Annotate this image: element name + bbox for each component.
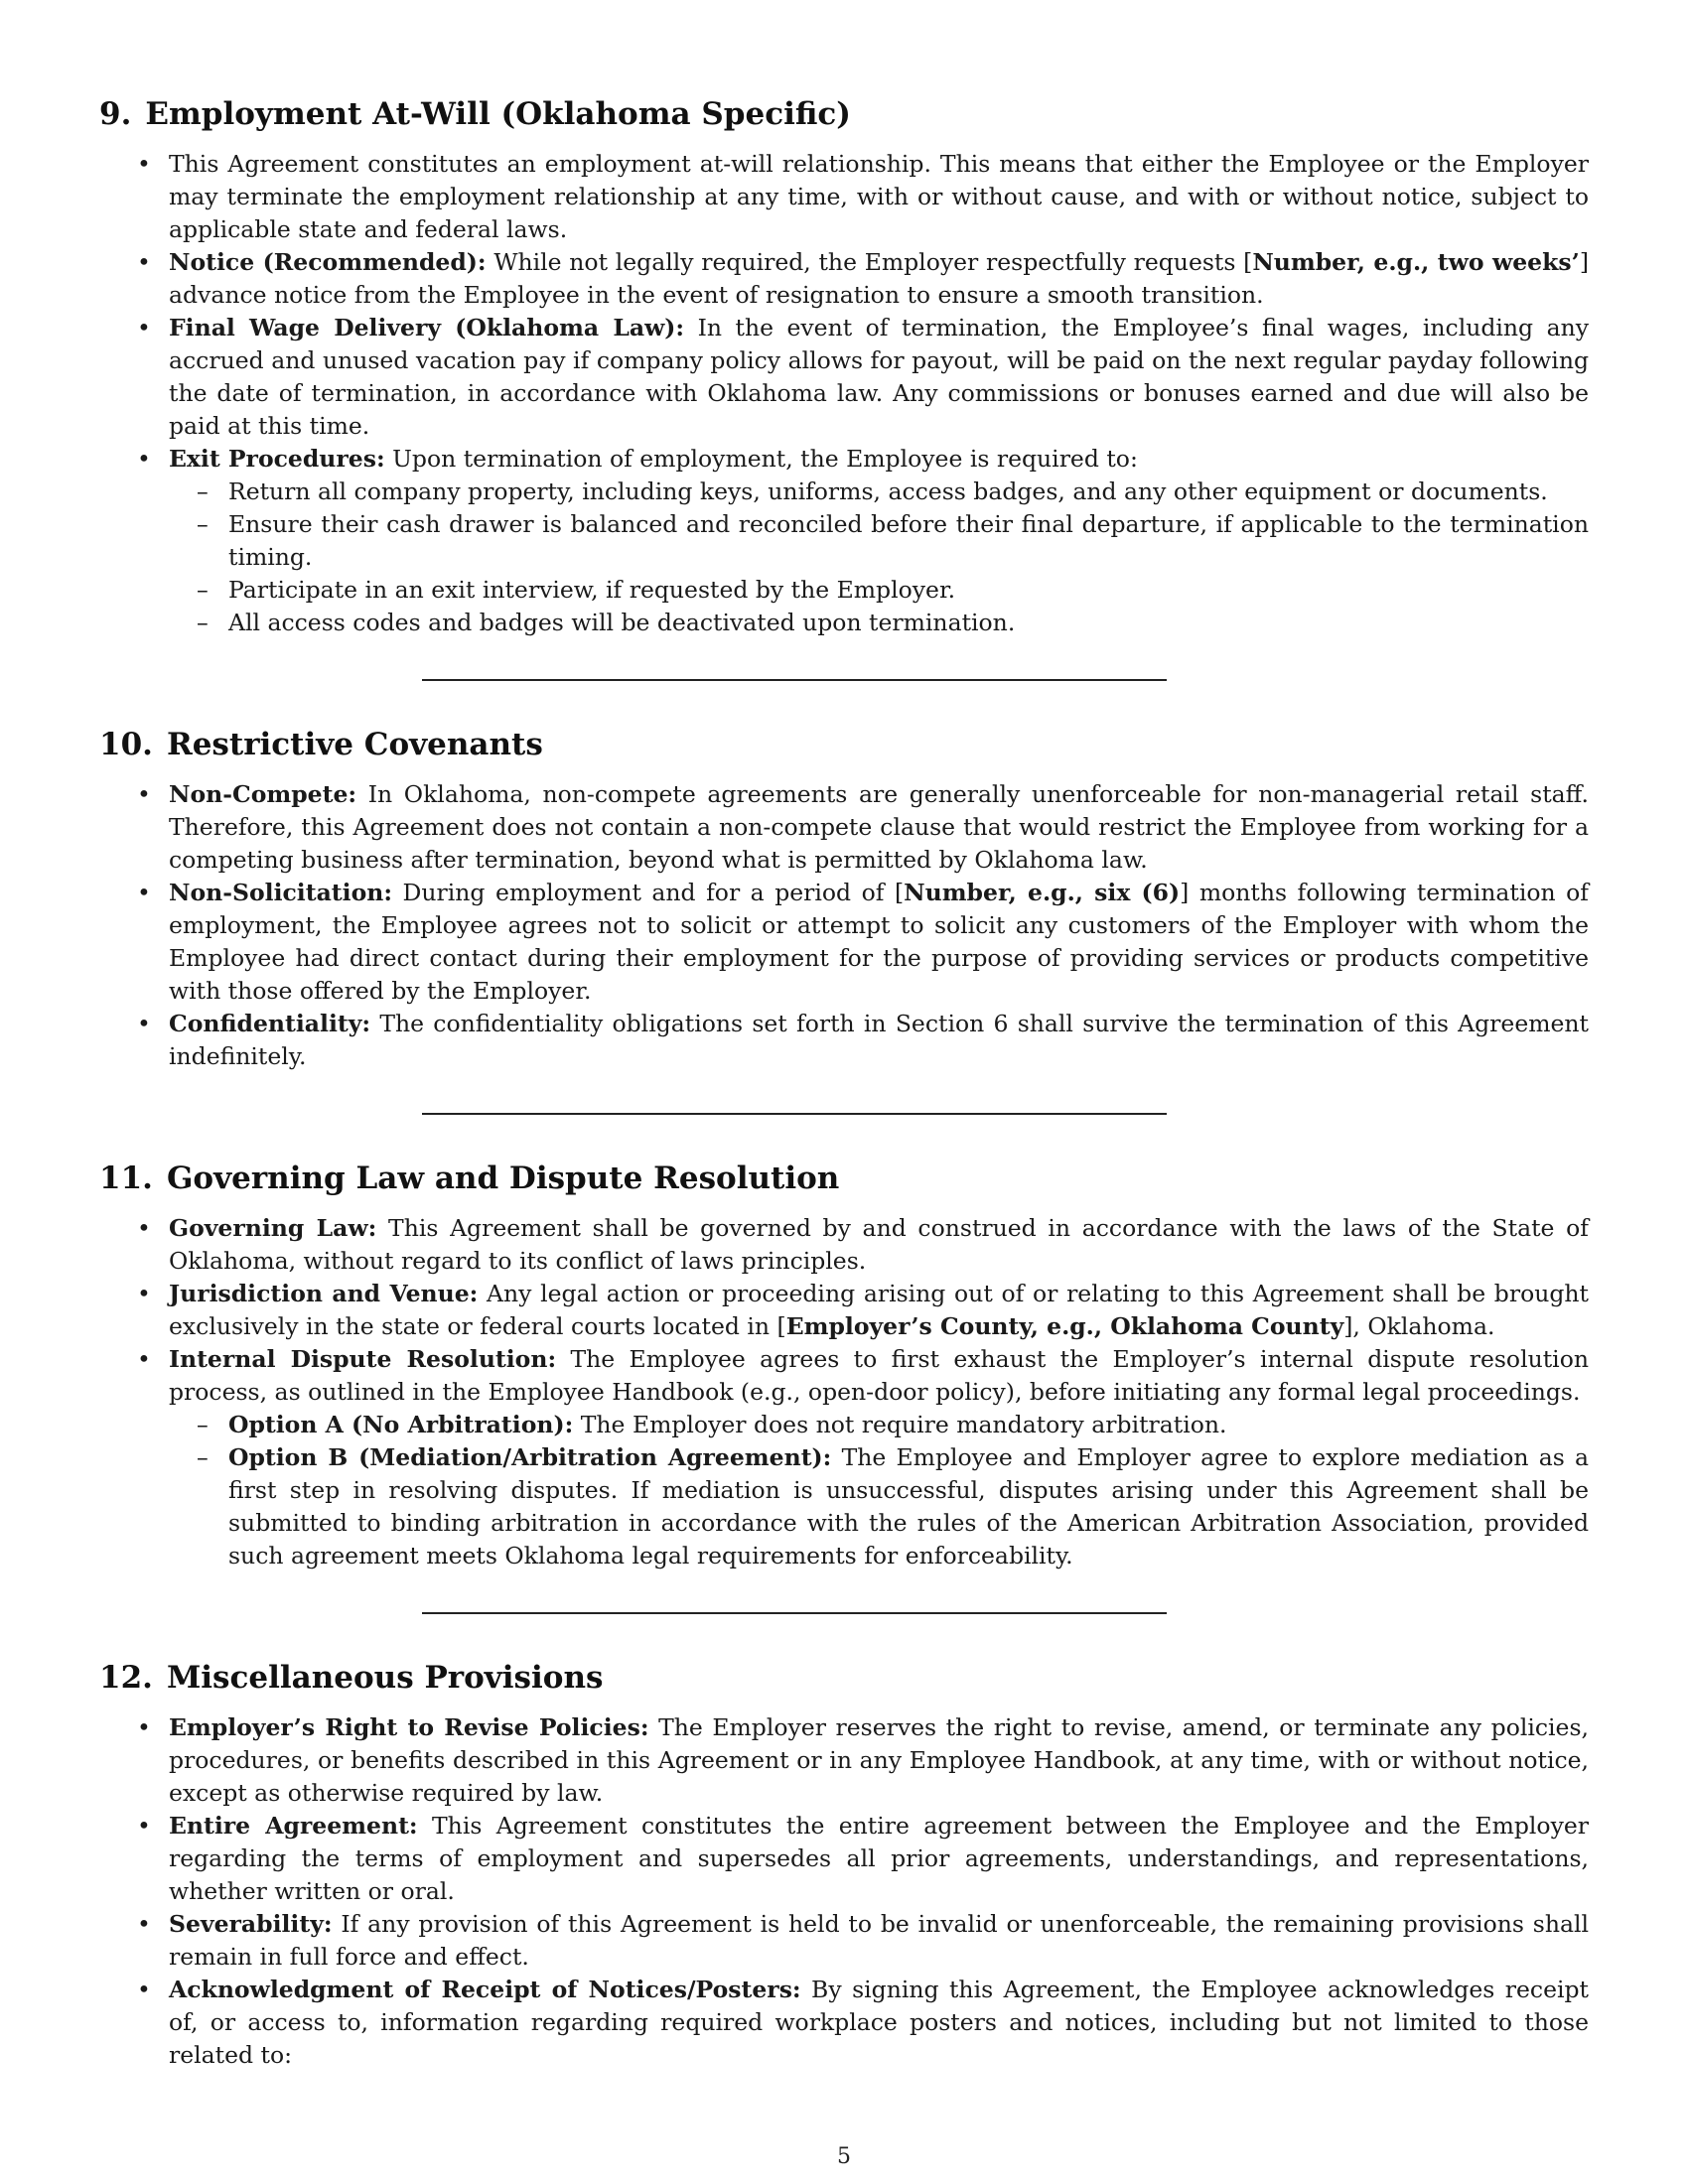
- list-item: • Internal Dispute Resolution: The Employee agrees to first exhaust the Employer’s internal dispute resolution process, as outlined in the Employee Handbook (e.g., open-door policy), before initiating any formal legal proceedings. – Option A (No Arbitration): The Employer does not require mandatory arbitration. – Option B (Mediation/Arbitration Agreement): The Employee and Employer agree to explore mediation as a first step in resolving disputes. If mediation is unsuccessful, disputes arising under this Agreement shall be submitted to binding arbitration in accordance with the rules of the American Arbitration Association, provided such agreement meets Oklahoma legal requirements for enforceability.: [99, 1343, 1589, 1572]
- sub-list-item: – Option B (Mediation/Arbitration Agreement): The Employee and Employer agree to explore mediation as a first step in resolving disputes. If mediation is unsuccessful, disputes arising under this Agreement shall be submitted to binding arbitration in accordance with the rules of the American Arbitration Association, provided such agreement meets Oklahoma legal requirements for enforceability.: [169, 1441, 1589, 1572]
- list-item: • Entire Agreement: This Agreement constitutes the entire agreement between the Employee and the Employer regarding the terms of employment and supersedes all prior agreements, understandings, and representations, whether written or oral.: [99, 1810, 1589, 1908]
- sub-list-item: – Participate in an exit interview, if requested by the Employer.: [169, 574, 1589, 607]
- document-page: [99, 94, 1589, 2072]
- sub-list: [169, 1409, 1589, 1572]
- sub-list-item: – Option A (No Arbitration): The Employer does not require mandatory arbitration.: [169, 1409, 1589, 1441]
- horizontal-rule: [422, 679, 1167, 681]
- bullet-list: [99, 1212, 1589, 1572]
- bullet-list: [99, 778, 1589, 1073]
- list-item: • Severability: If any provision of this Agreement is held to be invalid or unenforceable, the remaining provisions shall remain in full force and effect.: [99, 1908, 1589, 1974]
- section-11: [99, 1159, 1589, 1572]
- list-item: • This Agreement constitutes an employment at-will relationship. This means that either the Employee or the Employer may terminate the employment relationship at any time, with or without cause, and with or without notice, subject to applicable state and federal laws.: [99, 148, 1589, 246]
- horizontal-rule: [422, 1113, 1167, 1115]
- sub-list-item: – Return all company property, including keys, uniforms, access badges, and any other equipment or documents.: [169, 476, 1589, 508]
- section-12: [99, 1658, 1589, 2072]
- section-heading: 12. Miscellaneous Provisions: [99, 1660, 604, 1696]
- list-item: • Exit Procedures: Upon termination of employment, the Employee is required to: – Return all company property, including keys, uniforms, access badges, and any other equipment or documents. – Ensure their cash drawer is balanced and reconciled before their final departure, if applicable to the termination timing. – Participate in an exit interview, if requested by the Employer. – All access codes and badges will be deactivated upon termination.: [99, 443, 1589, 639]
- list-item: • Non-Solicitation: During employment and for a period of [Number, e.g., six (6)] months following termination of employment, the Employee agrees not to solicit or attempt to solicit any customers of the Employer with whom the Employee had direct contact during their employment for the purpose of providing services or products competitive with those offered by the Employer.: [99, 877, 1589, 1008]
- section-heading: 11. Governing Law and Dispute Resolution: [99, 1160, 840, 1196]
- sub-list-item: – Ensure their cash drawer is balanced and reconciled before their final departure, if applicable to the termination timing.: [169, 508, 1589, 574]
- list-item: • Notice (Recommended): While not legally required, the Employer respectfully requests [Number, e.g., two weeks’] advance notice from the Employee in the event of resignation to ensure a smooth transition.: [99, 246, 1589, 312]
- section-10: [99, 725, 1589, 1073]
- list-item: • Non-Compete: In Oklahoma, non-compete agreements are generally unenforceable for non-managerial retail staff. Therefore, this Agreement does not contain a non-compete clause that would restrict the Employee from working for a competing business after termination, beyond what is permitted by Oklahoma law.: [99, 778, 1589, 877]
- section-heading: 9. Employment At-Will (Oklahoma Specific): [99, 96, 851, 132]
- list-item: • Jurisdiction and Venue: Any legal action or proceeding arising out of or relating to this Agreement shall be brought exclusively in the state or federal courts located in [Employer’s County, e.g., Oklahoma County], Oklahoma.: [99, 1278, 1589, 1343]
- list-item: • Governing Law: This Agreement shall be governed by and construed in accordance with the laws of the State of Oklahoma, without regard to its conflict of laws principles.: [99, 1212, 1589, 1278]
- horizontal-rule: [422, 1612, 1167, 1614]
- sub-list-item: – All access codes and badges will be deactivated upon termination.: [169, 607, 1589, 639]
- placeholder-text: Number, e.g., two weeks’: [1252, 248, 1580, 276]
- sub-list: [169, 476, 1589, 639]
- bullet-list: [99, 148, 1589, 639]
- list-item: • Final Wage Delivery (Oklahoma Law): In the event of termination, the Employee’s final wages, including any accrued and unused vacation pay if company policy allows for payout, will be paid on the next regular payday following the date of termination, in accordance with Oklahoma law. Any commissions or bonuses earned and due will also be paid at this time.: [99, 312, 1589, 443]
- placeholder-text: Number, e.g., six (6): [904, 879, 1181, 906]
- list-item: • Confidentiality: The confidentiality obligations set forth in Section 6 shall survive the termination of this Agreement indefinitely.: [99, 1008, 1589, 1073]
- bullet-list: [99, 1711, 1589, 2072]
- page-number: 5: [837, 2144, 851, 2169]
- list-item: • Employer’s Right to Revise Policies: The Employer reserves the right to revise, amend, or terminate any policies, procedures, or benefits described in this Agreement or in any Employee Handbook, at any time, with or without notice, except as otherwise required by law.: [99, 1711, 1589, 1810]
- placeholder-text: Employer’s County, e.g., Oklahoma County: [785, 1312, 1344, 1340]
- list-item: • Acknowledgment of Receipt of Notices/Posters: By signing this Agreement, the Employee acknowledges receipt of, or access to, information regarding required workplace posters and notices, including but not limited to those related to:: [99, 1974, 1589, 2072]
- section-heading: 10. Restrictive Covenants: [99, 727, 543, 762]
- section-9: [99, 94, 1589, 639]
